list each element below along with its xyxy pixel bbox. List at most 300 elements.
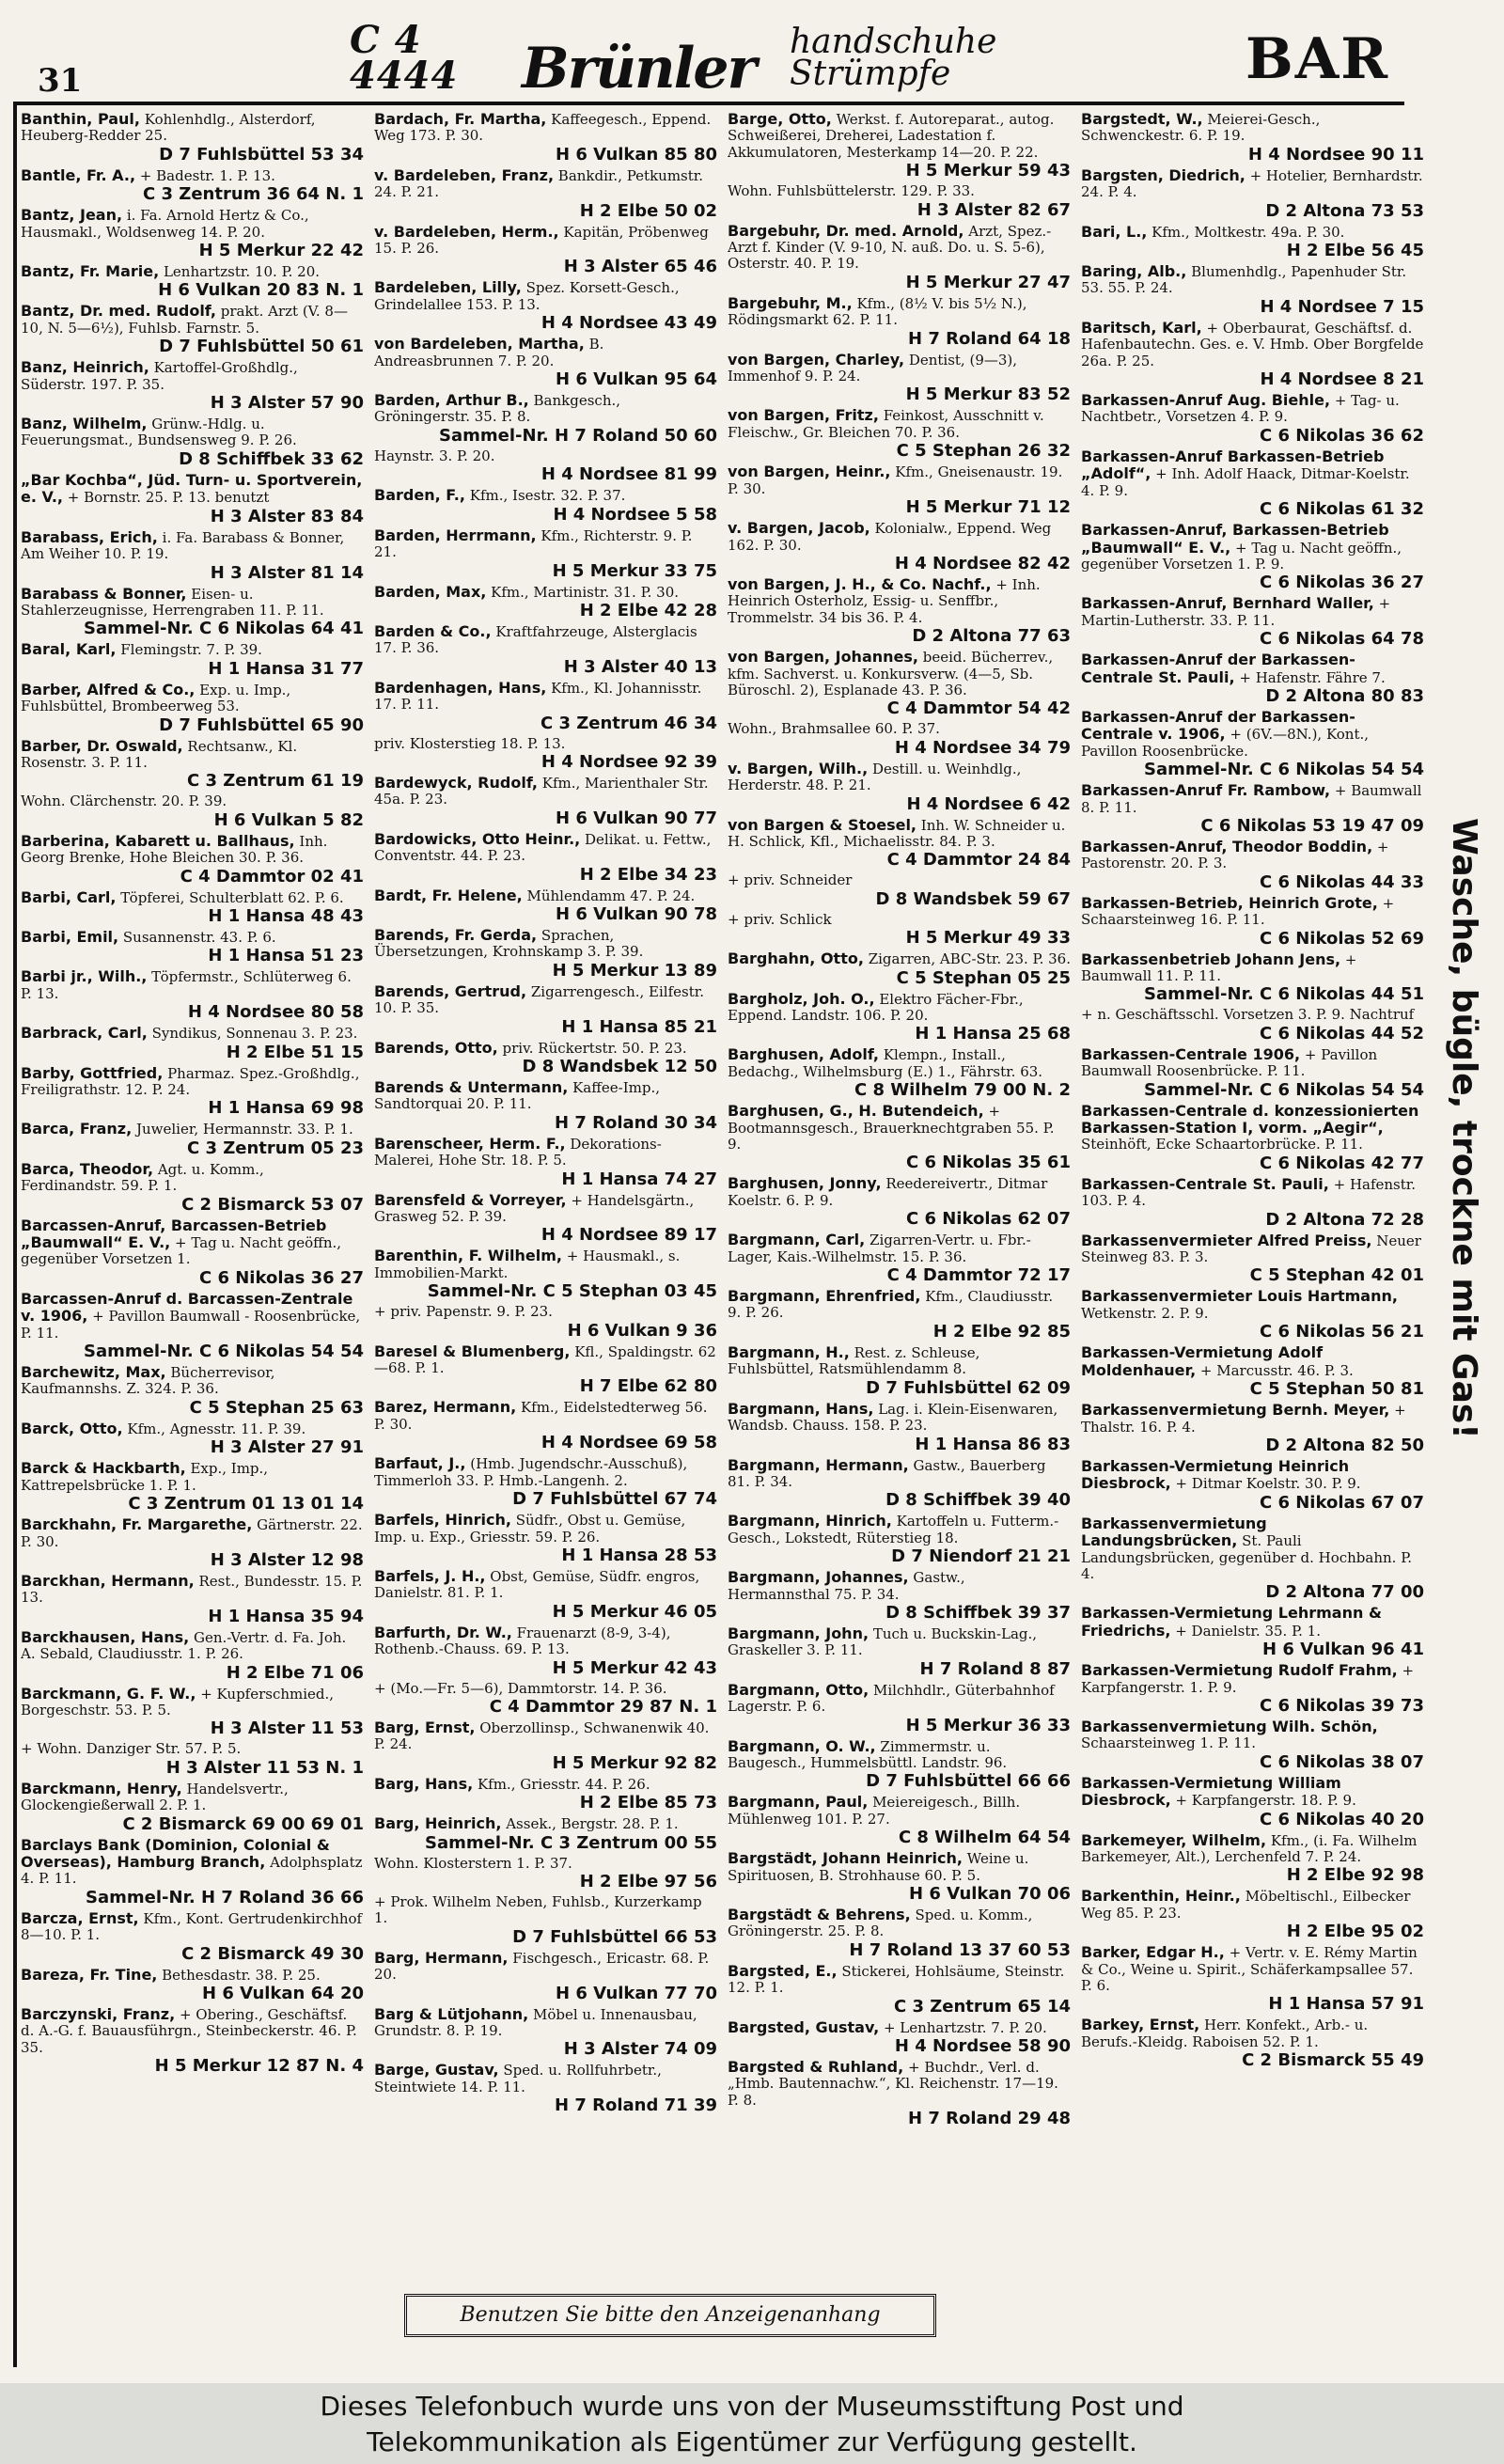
entry-phone-number: H 4 Nordsee 6 42	[906, 793, 1071, 814]
entry-name: Barenscheer, Herm. F.,	[374, 1134, 566, 1153]
listing-entry	[374, 887, 717, 924]
listing-entry	[728, 1457, 1071, 1511]
entry-details: Kartoffeln u. Futterm.-Gesch., Lokstedt, Rüterstieg 18.	[728, 1513, 1059, 1546]
entry-details: priv. Klosterstieg 18. P. 13.	[374, 734, 566, 752]
entry-details: Klempn., Install., Bedachg., Wilhelmsburg (E.) 1., Fährstr. 63.	[728, 1046, 1043, 1080]
entry-details: Bankdir., Petkumstr. 24. P. 21.	[374, 166, 704, 201]
listing-entry	[1081, 522, 1424, 592]
entry-details: + Buchdr., Verl. d. „Hmb. Bautennachw.“, Kl. Reichenstr. 17—19. P. 8.	[728, 2059, 1058, 2109]
entry-phone-number: C 6 Nikolas 40 20	[1259, 1809, 1424, 1829]
entry-name: Barkassen-Vermietung Lehrmann & Friedrichs,	[1081, 1604, 1382, 1640]
entry-details: Kohlenhdlg., Alsterdorf, Heuberg-Redder 25.	[21, 111, 316, 145]
entry-phone-number: C 6 Nikolas 67 07	[1259, 1492, 1424, 1513]
page-number: 31	[38, 62, 83, 100]
listing-entry	[374, 448, 717, 484]
listing-entry	[1081, 2017, 1424, 2070]
entry-phone-number: C 6 Nikolas 64 78	[1259, 629, 1424, 650]
entry-details: + Inh. Heinrich Osterholz, Essig- u. Senffbr., Trommelstr. 34 bis 36. P. 4.	[728, 575, 1041, 626]
entry-details: Sprachen, Übersetzungen, Krohnskamp 3. P. 39.	[374, 926, 644, 961]
entry-details: Frauenarzt (8-9, 3-4), Rothenb.-Chauss. 69. P. 13.	[374, 1624, 671, 1658]
listing-entry	[728, 183, 1071, 219]
entry-phone-number: H 6 Vulkan 95 64	[556, 369, 717, 390]
listing-entry	[1081, 111, 1424, 165]
entry-name: von Bargen, Charley,	[728, 350, 905, 369]
entry-name: Barkassen-Betrieb, Heinrich Grote,	[1081, 893, 1378, 912]
entry-phone-number: H 3 Alster 40 13	[563, 656, 717, 677]
listing-entry	[21, 968, 364, 1022]
entry-details: + Martin-Lutherstr. 33. P. 11.	[1081, 595, 1391, 629]
entry-phone-number: H 5 Merkur 13 89	[552, 960, 717, 981]
column-3	[728, 111, 1071, 2301]
entry-phone-number: H 4 Nordsee 34 79	[894, 737, 1071, 758]
listing-entry	[1081, 320, 1424, 389]
entry-phone-number: D 7 Fuhlsbüttel 66 53	[512, 1926, 717, 1947]
entry-phone-number: H 6 Vulkan 20 83 N. 1	[158, 280, 364, 301]
entry-phone-number: C 5 Stephan 05 25	[896, 967, 1071, 988]
entry-phone-number: Sammel-Nr. C 6 Nikolas 54 54	[1144, 1079, 1424, 1100]
listing-entry	[1081, 167, 1424, 221]
entry-details: + Pavillon Baumwall - Roosenbrücke, P. 11.	[21, 1308, 361, 1342]
directory-columns	[21, 111, 1424, 2311]
entry-phone-number: H 4 Nordsee 90 11	[1247, 144, 1424, 165]
entry-details: Obst, Gemüse, Südfr. engros, Danielstr. 81. P. 1.	[374, 1567, 700, 1602]
entry-name: Bargmann, Hans,	[728, 1399, 874, 1418]
entry-details: B. Andreasbrunnen 7. P. 20.	[374, 336, 604, 369]
listing-entry	[374, 527, 717, 581]
listing-entry	[21, 111, 364, 165]
entry-phone-number: H 2 Elbe 95 02	[1286, 1922, 1424, 1942]
listing-entry	[374, 1192, 717, 1246]
entry-details: + (6V.—8N.), Kont., Pavillon Roosenbrücke.	[1081, 726, 1370, 760]
entry-details: i. Fa. Arnold Hertz & Co., Hausmakl., Woldsenweg 14. P. 20.	[21, 207, 309, 241]
listing-entry	[21, 1910, 364, 1964]
listing-entry	[728, 223, 1071, 292]
listing-entry	[1081, 392, 1424, 446]
entry-phone-number: C 3 Zentrum 36 64 N. 1	[143, 184, 364, 205]
entry-details: + Vertr. v. E. Rémy Martin & Co., Weine u. Spirit., Schäferkampsallee 57. P. 6.	[1081, 1944, 1418, 1995]
listing-entry	[1081, 1605, 1424, 1659]
entry-details: Elektro Fächer-Fbr., Eppend. Landstr. 106. P. 20.	[728, 990, 1024, 1024]
entry-details: Destill. u. Weinhdlg., Herderstr. 48. P. 21.	[728, 760, 1022, 794]
listing-entry	[1081, 1832, 1424, 1886]
entry-name: Barkassen-Anruf, Barkassen-Betrieb „Baumwall“ E. V.,	[1081, 521, 1389, 557]
listing-entry	[728, 950, 1071, 987]
entry-name: Barca, Franz,	[21, 1120, 133, 1138]
entry-details: + Marcusstr. 46. P. 3.	[1199, 1361, 1354, 1379]
entry-details: Kfl., Spaldingstr. 62—68. P. 1.	[374, 1342, 716, 1377]
entry-details: Agt. u. Komm., Ferdinandstr. 59. P. 1.	[21, 1160, 264, 1195]
entry-details: + Handelsgärtn., Grasweg 52. P. 39.	[374, 1191, 695, 1226]
listing-entry	[1081, 1458, 1424, 1513]
entry-name: Barkassen-Vermietung Rudolf Frahm,	[1081, 1661, 1398, 1680]
listing-entry	[21, 529, 364, 583]
listing-entry	[374, 584, 717, 620]
listing-entry	[374, 736, 717, 772]
listing-entry	[21, 1364, 364, 1418]
listing-entry	[728, 1625, 1071, 1679]
entry-phone-number: H 4 Nordsee 92 39	[540, 751, 717, 772]
entry-details: + Pastorenstr. 20. P. 3.	[1081, 838, 1389, 872]
listing-entry	[374, 775, 717, 828]
entry-details: Kapitän, Pröbenweg 15. P. 26.	[374, 223, 709, 258]
entry-name: Barckhahn, Fr. Margarethe,	[21, 1515, 253, 1534]
entry-details: Möbel u. Innenausbau, Grundstr. 8. P. 19.	[374, 2005, 697, 2039]
entry-details: Eisen- u. Stahlerzeugnisse, Herrengraben 11. P. 11.	[21, 585, 324, 619]
entry-name: Barczynski, Franz,	[21, 2005, 176, 2023]
entry-details: + Baumwall 11. P. 11.	[1081, 950, 1357, 984]
entry-name: Barcassen-Anruf d. Barcassen-Zentrale v. 1906,	[21, 1289, 353, 1326]
entry-details: Wohn. Fuhlsbüttelerstr. 129. P. 33.	[728, 182, 975, 200]
entry-details: Syndikus, Sonnenau 3. P. 23.	[151, 1025, 358, 1043]
entry-name: Bargmann, John,	[728, 1624, 870, 1642]
entry-name: Barenthin, F. Wilhelm,	[374, 1247, 563, 1265]
entry-name: v. Bargen, Jacob,	[728, 519, 870, 538]
entry-details: Oberzollinsp., Schwanenwik 40. P. 24.	[374, 1719, 710, 1753]
listing-entry	[21, 1629, 364, 1683]
entry-name: Barkassenvermietung Bernh. Meyer,	[1081, 1401, 1390, 1420]
brand-logo: Brünler	[522, 36, 756, 102]
listing-entry	[728, 520, 1071, 573]
entry-details: Rest. z. Schleuse, Fuhlsbüttel, Ratsmühlendamm 8.	[728, 1343, 980, 1378]
entry-details: Zigarrengesch., Eilfestr. 10. P. 35.	[374, 982, 705, 1017]
entry-details: Kfm., (8½ V. bis 5½ N.), Rödingsmarkt 62. P. 11.	[728, 294, 1027, 329]
entry-phone-number: C 4 Dammtor 72 17	[886, 1265, 1071, 1286]
entry-name: Barkassenvermieter Alfred Preiss,	[1081, 1231, 1372, 1249]
entry-details: Kraftfahrzeuge, Alsterglacis 17. P. 36.	[374, 622, 697, 657]
listing-entry	[1081, 1007, 1424, 1043]
entry-phone-number: H 7 Roland 13 37 60 53	[849, 1939, 1071, 1960]
entry-phone-number: H 2 Elbe 92 98	[1286, 1865, 1424, 1886]
entry-details: Werkst. f. Autoreparat., autog. Schweißerei, Dreherei, Ladestation f. Akkumulatoren, Mesterkamp 14—20. P. 22.	[728, 111, 1055, 161]
entry-details: Kfm., Moltkestr. 49a. P. 30.	[1152, 223, 1345, 241]
listing-entry	[21, 1967, 364, 2003]
entry-name: Barkassen-Anruf, Theodor Boddin,	[1081, 837, 1373, 855]
entry-details: Möbeltischl., Eilbecker Weg 85. P. 23.	[1081, 1888, 1411, 1922]
entry-phone-number: H 1 Hansa 25 68	[915, 1024, 1071, 1044]
entry-phone-number: H 3 Alster 11 53 N. 1	[165, 1757, 364, 1778]
entry-phone-number: C 6 Nikolas 36 62	[1259, 425, 1424, 446]
entry-phone-number: H 3 Alster 27 91	[210, 1437, 364, 1458]
entry-phone-number: C 6 Nikolas 52 69	[1259, 928, 1424, 949]
entry-name: Barkassen-Vermietung William Diesbrock,	[1081, 1773, 1341, 1810]
listing-entry	[374, 1343, 717, 1397]
entry-details: Kartoffel-Großhdlg., Süderstr. 197. P. 35.	[21, 359, 298, 393]
entry-details: + n. Geschäftsschl. Vorsetzen 3. P. 9. Nachtruf	[1081, 1006, 1415, 1024]
entry-details: Südfr., Obst u. Gemüse, Imp. u. Exp., Griesstr. 59. P. 26.	[374, 1512, 686, 1546]
entry-name: Barbi jr., Wilh.,	[21, 967, 148, 986]
entry-phone-number: H 5 Merkur 36 33	[905, 1715, 1071, 1735]
listing-entry	[728, 576, 1071, 646]
entry-details: Meiereigesch., Billh. Mühlenweg 101. P. 27.	[728, 1794, 1021, 1828]
entry-details: Dekorations-Malerei, Hohe Str. 18. P. 5.	[374, 1135, 662, 1169]
entry-phone-number: H 7 Elbe 62 80	[579, 1376, 717, 1397]
listing-entry	[374, 1719, 717, 1773]
entry-phone-number: D 2 Altona 82 50	[1265, 1435, 1424, 1455]
listing-entry	[1081, 895, 1424, 949]
listing-entry	[21, 1217, 364, 1288]
entry-details: + Badestr. 1. P. 13.	[139, 166, 275, 184]
entry-phone-number: H 7 Roland 30 34	[555, 1112, 717, 1133]
entry-name: Barfurth, Dr. W.,	[374, 1623, 512, 1641]
entry-details: Zigarren, ABC-Str. 23. P. 36.	[868, 950, 1071, 968]
listing-entry	[374, 1568, 717, 1622]
entry-phone-number: H 2 Elbe 51 15	[226, 1042, 364, 1062]
entry-details: Juwelier, Hermannstr. 33. P. 1.	[135, 1121, 353, 1138]
entry-name: Bargmann, Hermann,	[728, 1455, 909, 1474]
entry-details: prakt. Arzt (V. 8—10, N. 5—6½), Fuhlsb. Farnstr. 5.	[21, 303, 348, 337]
entry-phone-number: D 8 Wandsbek 59 67	[875, 888, 1071, 909]
entry-details: Handelsvertr., Glockengießerwall 2. P. 1.	[21, 1780, 289, 1814]
entry-details: + priv. Schlick	[728, 910, 832, 928]
listing-entry	[21, 889, 364, 926]
entry-name: Barby, Gottfried,	[21, 1063, 164, 1082]
entry-phone-number: C 2 Bismarck 53 07	[181, 1194, 364, 1215]
entry-name: Bantz, Fr. Marie,	[21, 262, 160, 281]
listing-entry	[21, 207, 364, 260]
listing-entry	[728, 2019, 1071, 2056]
entry-name: Bargmann, Otto,	[728, 1680, 870, 1699]
entry-phone-number: C 6 Nikolas 56 21	[1259, 1322, 1424, 1342]
listing-entry	[374, 1681, 717, 1717]
listing-entry	[21, 738, 364, 792]
entry-phone-number: D 7 Fuhlsbüttel 62 09	[866, 1377, 1071, 1398]
listing-entry	[21, 1420, 364, 1457]
entry-name: Banz, Wilhelm,	[21, 415, 148, 433]
entry-name: Baritsch, Karl,	[1081, 318, 1202, 337]
entry-name: Bardewyck, Rudolf,	[374, 773, 538, 792]
entry-name: Barckhan, Hermann,	[21, 1571, 195, 1590]
entry-details: priv. Rückertstr. 50. P. 23.	[502, 1039, 687, 1057]
listing-entry	[21, 586, 364, 639]
entry-name: Barge, Otto,	[728, 111, 832, 128]
entry-phone-number: D 7 Niendorf 21 21	[891, 1546, 1071, 1567]
entry-phone-number: H 5 Merkur 22 42	[198, 241, 364, 261]
listing-entry	[1081, 1944, 1424, 2014]
entry-details: Schaarsteinweg 1. P. 11.	[1081, 1734, 1257, 1752]
listing-entry	[374, 224, 717, 277]
entry-phone-number: C 5 Stephan 26 32	[896, 441, 1071, 462]
listing-entry	[728, 463, 1071, 517]
entry-details: + Kupferschmied., Borgeschstr. 53. P. 5.	[21, 1685, 335, 1719]
entry-name: Barkassen-Anruf Barkassen-Betrieb „Adolf“,	[1081, 447, 1385, 483]
entry-details: Kfm., Kont. Gertrudenkirchhof 8—10. P. 1.	[21, 1909, 363, 1944]
entry-name: Barkassen-Vermietung Adolf Moldenhauer,	[1081, 1343, 1324, 1379]
entry-name: Barge, Gustav,	[374, 2061, 499, 2079]
entry-name: Barden, Max,	[374, 582, 487, 601]
entry-details: Kfm., Isestr. 32. P. 37.	[469, 487, 626, 505]
listing-entry	[728, 2059, 1071, 2128]
entry-name: Bareza, Fr. Tine,	[21, 1965, 158, 1984]
entry-details: Wohn., Brahmsallee 60. P. 37.	[728, 720, 940, 738]
entry-details: + Wohn. Danziger Str. 57. P. 5.	[21, 1740, 242, 1758]
listing-entry	[728, 1232, 1071, 1285]
entry-name: v. Bardeleben, Franz,	[374, 165, 555, 184]
entry-details: Kaffee-Imp., Sandtorquai 20. P. 11.	[374, 1079, 660, 1113]
entry-details: Milchhdlr., Güterbahnhof Lagerstr. P. 6.	[728, 1681, 1055, 1716]
entry-details: + Oberbaurat, Geschäftsf. d. Hafenbautechn. Ges. e. V. Hmb. Ober Borgfelde 26a. P. 25.	[1081, 319, 1424, 369]
listing-entry	[374, 279, 717, 333]
listing-entry	[21, 1741, 364, 1777]
entry-name: Bardenhagen, Hans,	[374, 678, 547, 697]
entry-details: Kfm., Agnesstr. 11. P. 39.	[127, 1420, 306, 1437]
entry-name: Bargstädt, Johann Heinrich,	[728, 1849, 963, 1868]
entry-phone-number: H 1 Hansa 31 77	[208, 658, 364, 679]
listing-entry	[21, 263, 364, 300]
entry-name: Barkassen-Vermietung Heinrich Diesbrock,	[1081, 1456, 1350, 1493]
entry-details: + Obering., Geschäftsf. d. A.-G. f. Bauausführgn., Steinbeckerstr. 46. P. 35.	[21, 2006, 357, 2056]
entry-phone-number: H 2 Elbe 42 28	[579, 600, 717, 620]
entry-phone-number: H 3 Alster 82 67	[916, 199, 1071, 220]
entry-phone-number: Sammel-Nr. C 5 Stephan 03 45	[427, 1281, 717, 1302]
listing-entry	[374, 1455, 717, 1509]
entry-details: Sped. u. Komm., Gröningerstr. 25. P. 8.	[728, 1907, 1033, 1940]
entry-phone-number: H 6 Vulkan 9 36	[567, 1320, 717, 1341]
listing-entry	[1081, 1402, 1424, 1455]
entry-name: Bargholz, Joh. O.,	[728, 989, 875, 1008]
entry-details: Töpfermstr., Schlüterweg 6. P. 13.	[21, 968, 352, 1002]
listing-entry	[374, 1399, 717, 1452]
listing-entry	[728, 1850, 1071, 1904]
entry-name: Barden, F.,	[374, 486, 465, 505]
entry-name: Bardowicks, Otto Heinr.,	[374, 829, 581, 848]
listing-entry	[21, 1516, 364, 1570]
entry-phone-number: C 2 Bismarck 69 00 69 01	[122, 1813, 364, 1834]
entry-details: Assek., Bergstr. 28. P. 1.	[506, 1815, 679, 1833]
entry-name: von Bargen, Fritz,	[728, 406, 879, 425]
listing-entry	[374, 1248, 717, 1301]
entry-phone-number: H 1 Hansa 35 94	[208, 1606, 364, 1626]
entry-name: Barends & Untermann,	[374, 1078, 569, 1096]
listing-entry	[374, 2006, 717, 2060]
entry-details: Lag. i. Klein-Eisenwaren, Wandsb. Chauss. 158. P. 23.	[728, 1400, 1058, 1435]
entry-details: Weine u. Spirituosen, B. Strohhause 60. P. 5.	[728, 1850, 1029, 1884]
listing-entry	[21, 2006, 364, 2076]
listing-entry	[374, 167, 717, 221]
entry-details: Zimmermstr. u. Baugesch., Hummelsbüttl. Landstr. 96.	[728, 1737, 1008, 1771]
entry-details: Kfm., Claudiusstr. 9. P. 26.	[728, 1288, 1054, 1322]
listing-entry	[1081, 1288, 1424, 1342]
entry-details: + Schaarsteinweg 16. P. 11.	[1081, 894, 1395, 929]
entry-name: Barfels, J. H.,	[374, 1566, 486, 1585]
entry-name: Bargstädt & Behrens,	[728, 1906, 911, 1923]
entry-phone-number: H 3 Alster 74 09	[563, 2039, 717, 2060]
entry-phone-number: D 7 Fuhlsbüttel 53 34	[159, 144, 364, 165]
entry-phone-number: C 5 Stephan 25 63	[189, 1397, 364, 1418]
entry-phone-number: H 4 Nordsee 82 42	[894, 553, 1071, 573]
entry-phone-number: H 6 Vulkan 90 77	[556, 808, 717, 828]
entry-name: Barden & Co.,	[374, 621, 492, 640]
listing-entry	[374, 831, 717, 885]
entry-phone-number: C 6 Nikolas 36 27	[1259, 573, 1424, 593]
entry-phone-number: H 6 Vulkan 77 70	[556, 1983, 717, 2003]
entry-details: Grünw.-Hdlg. u. Feuerungsmat., Bundsensweg 9. P. 26.	[21, 416, 297, 449]
listing-entry	[728, 295, 1071, 349]
listing-entry	[1081, 1719, 1424, 1772]
entry-details: + priv. Schneider	[728, 871, 853, 889]
entry-name: Barabass & Bonner,	[21, 584, 187, 603]
listing-entry	[21, 1686, 364, 1739]
entry-name: Bargmann, Ehrenfried,	[728, 1287, 921, 1306]
listing-entry	[374, 1079, 717, 1133]
entry-phone-number: H 4 Nordsee 58 90	[894, 2036, 1071, 2057]
entry-phone-number: C 6 Nikolas 38 07	[1259, 1751, 1424, 1772]
entry-details: Fischgesch., Ericastr. 68. P. 20.	[374, 1949, 710, 1984]
entry-details: Kfm., (i. Fa. Wilhelm Barkemeyer, Alt.), Lerchenfeld 7. P. 24.	[1081, 1831, 1418, 1865]
listing-entry	[728, 721, 1071, 757]
entry-name: Barends, Fr. Gerda,	[374, 925, 538, 944]
entry-details: Kolonialw., Eppend. Weg 162. P. 30.	[728, 520, 1052, 554]
listing-entry	[21, 793, 364, 829]
entry-details: Exp. u. Imp., Fuhlsbüttel, Brombeerweg 53.	[21, 681, 291, 715]
entry-phone-number: D 8 Schiffbek 39 40	[885, 1490, 1071, 1511]
entry-name: Barkassen-Anruf Fr. Rambow,	[1081, 781, 1331, 800]
entry-name: Bargmann, Paul,	[728, 1793, 869, 1812]
column-1	[21, 111, 364, 2301]
entry-phone-number: H 5 Merkur 92 82	[552, 1752, 717, 1773]
listing-entry	[374, 111, 717, 165]
entry-name: von Bardeleben, Martha,	[374, 335, 585, 353]
entry-name: Bardach, Fr. Martha,	[374, 111, 547, 128]
listing-entry	[374, 1950, 717, 2003]
entry-phone-number: H 1 Hansa 51 23	[208, 946, 364, 966]
entry-phone-number: H 5 Merkur 42 43	[552, 1657, 717, 1678]
listing-entry	[21, 1460, 364, 1514]
listing-entry	[728, 872, 1071, 908]
entry-phone-number: H 2 Elbe 97 56	[579, 1871, 717, 1891]
entry-details: Kfm., Martinistr. 31. P. 30.	[491, 583, 680, 601]
listing-entry	[374, 623, 717, 677]
listing-entry	[1081, 951, 1424, 1005]
entry-details: Kfm., Gneisenaustr. 19. P. 30.	[728, 463, 1063, 497]
entry-name: Barkassen-Centrale 1906,	[1081, 1044, 1301, 1063]
entry-details: i. Fa. Barabass & Bonner, Am Weiher 10. P. 19.	[21, 528, 345, 563]
entry-phone-number: C 8 Wilhelm 64 54	[898, 1828, 1071, 1848]
entry-phone-number: C 3 Zentrum 65 14	[893, 1996, 1071, 2017]
entry-name: Barg, Heinrich,	[374, 1814, 502, 1833]
entry-details: St. Pauli Landungsbrücken, gegenüber d. Hochbahn. P. 4.	[1081, 1532, 1413, 1582]
entry-details: Sped. u. Rollfuhrbetr., Steintwiete 14. P. 11.	[374, 2062, 662, 2095]
entry-phone-number: C 5 Stephan 50 81	[1249, 1379, 1424, 1400]
section-key: BAR	[1246, 26, 1390, 92]
entry-phone-number: H 2 Elbe 71 06	[226, 1662, 364, 1683]
entry-name: Barkassen-Anruf der Barkassen-Centrale v. 1906,	[1081, 707, 1355, 744]
listing-entry	[728, 1963, 1071, 2017]
entry-phone-number: H 5 Merkur 12 87 N. 4	[154, 2056, 364, 2077]
entry-name: Barkassen-Centrale d. konzessionierten Barkassen-Station I, vorm. „Aegir“,	[1081, 1101, 1419, 1138]
entry-details: + Bootmannsgesch., Brauerknechtgraben 55. P. 9.	[728, 1103, 1055, 1154]
entry-phone-number: H 5 Merkur 27 47	[905, 272, 1071, 292]
entry-name: Barckhausen, Hans,	[21, 1627, 190, 1646]
listing-entry	[1081, 224, 1424, 260]
entry-name: Bargsted & Ruhland,	[728, 2058, 904, 2077]
entry-details: + Tag u. Nacht geöffn., gegenüber Vorsetzen 1. P. 9.	[1081, 539, 1402, 573]
listing-entry	[374, 336, 717, 389]
entry-name: Barg, Ernst,	[374, 1718, 476, 1736]
listing-entry	[1081, 1103, 1424, 1173]
listing-entry	[728, 912, 1071, 948]
listing-entry	[21, 833, 364, 887]
entry-phone-number: C 6 Nikolas 35 61	[905, 1153, 1071, 1173]
side-advertisement: Wasche, bügle, trockne mit Gas!	[1445, 817, 1483, 1439]
entry-name: Barclays Bank (Dominion, Colonial & Overseas), Hamburg Branch,	[21, 1835, 330, 1871]
listing-entry	[21, 1065, 364, 1119]
header-rule	[13, 102, 1404, 105]
entry-name: Bari, L.,	[1081, 222, 1148, 241]
entry-phone-number: H 7 Roland 29 48	[908, 2109, 1071, 2129]
entry-details: Feinkost, Ausschnitt v. Fleischw., Gr. Bleichen 70. P. 36.	[728, 407, 1044, 441]
entry-details: + (Mo.—Fr. 5—6), Dammtorstr. 14. P. 36.	[374, 1679, 667, 1697]
entry-details: Bethesdastr. 38. P. 25.	[162, 1966, 321, 1984]
